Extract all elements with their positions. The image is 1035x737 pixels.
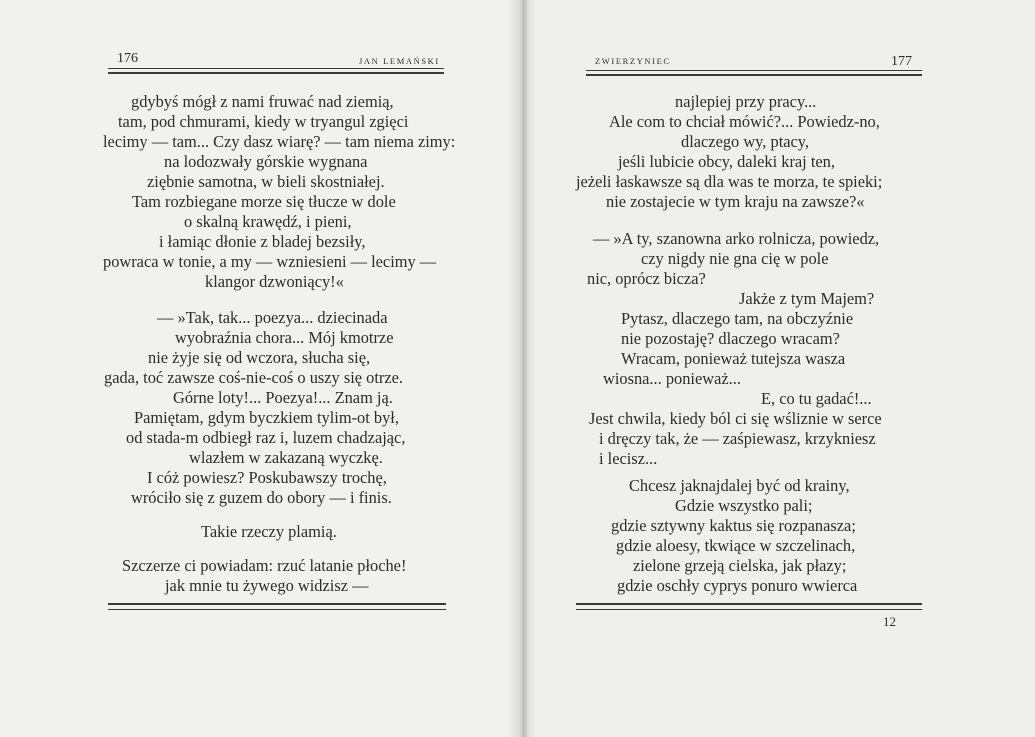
text-line: gdzie oschły cyprys ponuro wwierca — [617, 576, 858, 595]
text-line: najlepiej przy pracy... — [675, 92, 817, 111]
text-line: wyobraźnia chora... Mój kmotrze — [175, 328, 394, 347]
header-rule — [586, 70, 922, 71]
text-line: jeśli lubicie obcy, daleki kraj ten, — [618, 152, 835, 171]
text-line: Wracam, ponieważ tutejsza wasza — [621, 349, 846, 368]
text-line: gdzie sztywny kaktus się rozpanasza; — [611, 516, 856, 535]
text-line: czy nigdy nie gna cię w pole — [641, 249, 829, 268]
text-line: klangor dzwoniący!« — [205, 272, 344, 291]
text-line: Jakże z tym Majem? — [739, 289, 875, 308]
text-line: — »Tak, tak... poezya... dziecinada — [157, 308, 388, 327]
text-line: wróciło się z guzem do obory — i finis. — [131, 488, 392, 507]
text-line: jeżeli łaskawsze są dla was te morza, te spieki; — [576, 172, 883, 191]
text-line: dlaczego wy, ptacy, — [681, 132, 810, 151]
text-line: Chcesz jaknajdalej być od krainy, — [629, 476, 850, 495]
text-line: jak mnie tu żywego widzisz — — [165, 576, 369, 595]
footer-rule — [576, 609, 922, 610]
header-rule-thick — [108, 72, 444, 74]
footer-rule-thick — [576, 603, 922, 605]
text-line: gada, toć zawsze coś-nie-coś o uszy się otrze. — [104, 368, 404, 387]
text-line: nie żyje się od wczora, słucha się, — [148, 348, 371, 367]
text-line: ziębnie samotna, w bieli skostniałej. — [147, 172, 385, 191]
text-line: gdzie aloesy, tkwiące w szczelinach, — [616, 536, 856, 555]
book-gutter — [508, 0, 536, 737]
page-number: 176 — [117, 51, 138, 66]
text-line: od stada-m odbiegł raz i, luzem chadzając, — [126, 428, 406, 447]
text-line: Pytasz, dlaczego tam, na obczyźnie — [621, 309, 854, 328]
text-line: E, co tu gadać!... — [761, 389, 872, 408]
text-line: lecimy — tam... Czy dasz wiarę? — tam niema zimy: — [103, 132, 456, 151]
text-line: Jest chwila, kiedy ból ci się wśliznie w serce — [589, 409, 882, 428]
running-head: JAN LEMAŃSKI — [359, 56, 440, 66]
text-line: wiosna... ponieważ... — [603, 369, 741, 388]
text-line: nie zostajecie w tym kraju na zawsze?« — [606, 192, 865, 211]
footer-rule-thick — [108, 603, 446, 605]
text-line: Górne loty!... Poezya!... Znam ją. — [173, 388, 393, 407]
text-line: i dręczy tak, że — zaśpiewasz, krzykniesz — [599, 429, 876, 448]
footer-rule — [108, 609, 446, 610]
page-number: 177 — [891, 54, 912, 69]
text-line: na lodozwały górskie wygnana — [164, 152, 368, 171]
text-line: I cóż powiesz? Poskubawszy trochę, — [147, 468, 387, 487]
text-line: Gdzie wszystko pali; — [675, 496, 813, 515]
text-line: i łamiąc dłonie z bladej bezsiły, — [159, 232, 366, 251]
text-line: powraca w tonie, a my — wzniesieni — lecimy — — [103, 252, 437, 271]
text-line: — »A ty, szanowna arko rolnicza, powiedz, — [593, 229, 880, 248]
text-line: nic, oprócz bicza? — [587, 269, 706, 288]
text-line: Pamiętam, gdym byczkiem tylim-ot był, — [134, 408, 399, 427]
text-line: Tam rozbiegane morze się tłucze w dole — [132, 192, 396, 211]
text-line: Ale com to chciał mówić?... Powiedz-no, — [609, 112, 880, 131]
text-line: gdybyś mógł z nami fruwać nad ziemią, — [131, 92, 394, 111]
text-line: nie pozostaję? dlaczego wracam? — [621, 329, 840, 348]
text-line: Szczerze ci powiadam: rzuć latanie płoche! — [122, 556, 407, 575]
text-line: o skalną krawędź, i pieni, — [184, 212, 352, 231]
text-line: Takie rzeczy plamią. — [201, 522, 337, 541]
text-line: i lecisz... — [599, 449, 658, 468]
text-line: wlazłem w zakazaną wyczkę. — [189, 448, 383, 467]
text-line: tam, pod chmurami, kiedy w tryangul zgięci — [118, 112, 409, 131]
right-page — [520, 0, 1035, 737]
running-head: ZWIERZYNIEC — [595, 56, 671, 66]
text-line: zielone grzeją cielska, jak płazy; — [633, 556, 847, 575]
signature-mark: 12 — [883, 614, 896, 629]
header-rule — [108, 68, 444, 69]
header-rule-thick — [586, 74, 922, 76]
